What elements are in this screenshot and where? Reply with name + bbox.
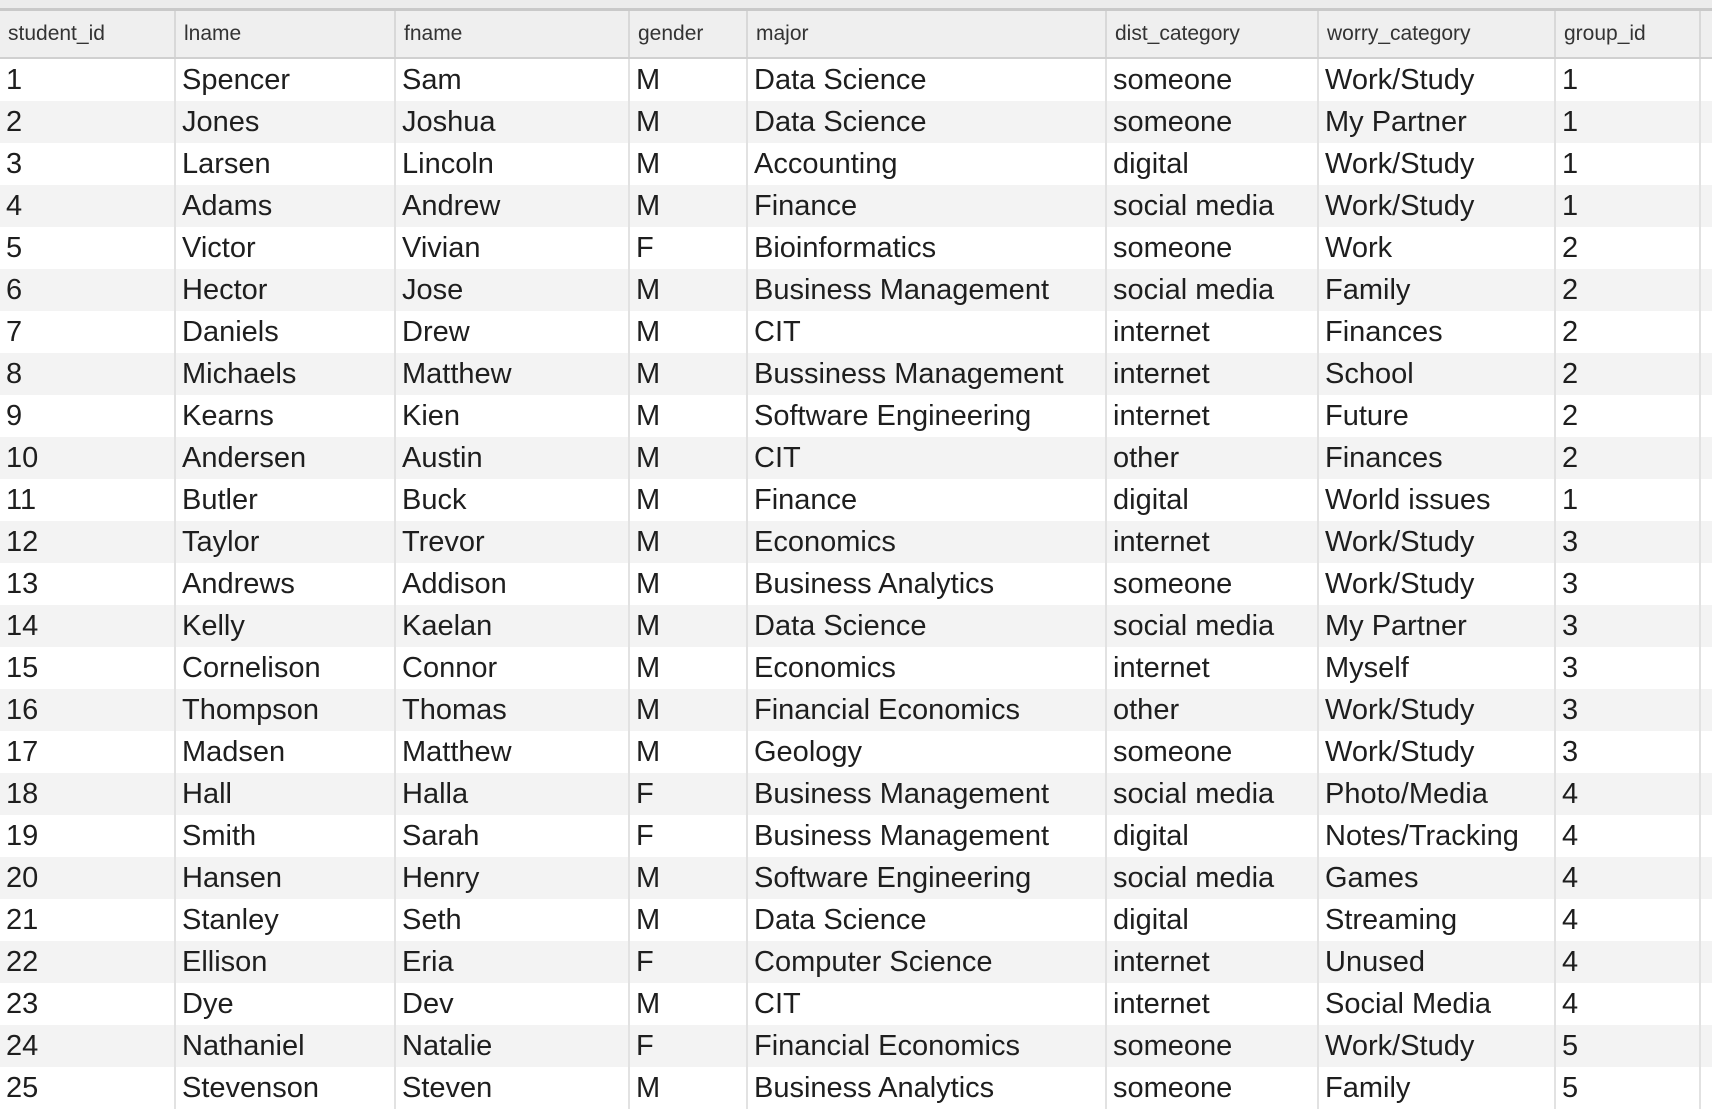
cell-filler [1700,58,1712,101]
cell-filler [1700,647,1712,689]
table-row[interactable] [0,773,1712,815]
cell-group-id[interactable]: 2 [1555,269,1700,311]
cell-student-id[interactable]: 11 [0,479,175,521]
cell-filler [1700,479,1712,521]
table-row[interactable] [0,353,1712,395]
cell-fname[interactable]: Henry [395,857,629,899]
cell-dist-category[interactable]: digital [1106,815,1318,857]
table-row[interactable] [0,143,1712,185]
cell-fname[interactable]: Matthew [395,731,629,773]
cell-student-id[interactable]: 4 [0,185,175,227]
cell-lname[interactable]: Smith [175,815,395,857]
cell-student-id[interactable]: 7 [0,311,175,353]
table-row[interactable] [0,311,1712,353]
cell-student-id[interactable]: 17 [0,731,175,773]
cell-gender[interactable]: M [629,101,747,143]
cell-major[interactable]: Economics [747,521,1106,563]
cell-worry-category[interactable]: Work/Study [1318,185,1555,227]
cell-major[interactable]: Data Science [747,605,1106,647]
cell-worry-category[interactable]: Work/Study [1318,58,1555,101]
table-row[interactable] [0,395,1712,437]
cell-major[interactable]: Data Science [747,101,1106,143]
cell-filler [1700,815,1712,857]
table-row[interactable] [0,58,1712,101]
cell-group-id[interactable]: 1 [1555,479,1700,521]
cell-fname[interactable]: Austin [395,437,629,479]
cell-group-id[interactable]: 3 [1555,605,1700,647]
cell-gender[interactable]: M [629,731,747,773]
cell-filler [1700,941,1712,983]
cell-major[interactable]: Financial Economics [747,689,1106,731]
header-row [0,11,1712,58]
cell-student-id[interactable]: 25 [0,1067,175,1109]
cell-gender[interactable]: M [629,58,747,101]
cell-dist-category[interactable]: internet [1106,983,1318,1025]
cell-student-id[interactable]: 21 [0,899,175,941]
cell-worry-category[interactable]: Photo/Media [1318,773,1555,815]
cell-worry-category[interactable]: Future [1318,395,1555,437]
cell-gender[interactable]: M [629,563,747,605]
cell-fname[interactable]: Drew [395,311,629,353]
cell-filler [1700,353,1712,395]
cell-student-id[interactable]: 23 [0,983,175,1025]
cell-worry-category[interactable]: World issues [1318,479,1555,521]
cell-worry-category[interactable]: Family [1318,269,1555,311]
cell-lname[interactable]: Hansen [175,857,395,899]
cell-lname[interactable]: Stanley [175,899,395,941]
cell-lname[interactable]: Dye [175,983,395,1025]
cell-worry-category[interactable]: Notes/Tracking [1318,815,1555,857]
cell-group-id[interactable]: 4 [1555,983,1700,1025]
table-row[interactable] [0,227,1712,269]
cell-gender[interactable]: F [629,773,747,815]
cell-student-id[interactable]: 1 [0,58,175,101]
cell-gender[interactable]: M [629,605,747,647]
cell-lname[interactable]: Madsen [175,731,395,773]
cell-dist-category[interactable]: digital [1106,899,1318,941]
cell-worry-category[interactable]: Unused [1318,941,1555,983]
cell-major[interactable]: Economics [747,647,1106,689]
cell-lname[interactable]: Hector [175,269,395,311]
cell-lname[interactable]: Stevenson [175,1067,395,1109]
cell-worry-category[interactable]: Finances [1318,437,1555,479]
cell-gender[interactable]: M [629,353,747,395]
cell-gender[interactable]: M [629,1067,747,1109]
cell-gender[interactable]: F [629,815,747,857]
cell-gender[interactable]: M [629,689,747,731]
cell-dist-category[interactable]: internet [1106,353,1318,395]
cell-fname[interactable]: Buck [395,479,629,521]
cell-dist-category[interactable]: digital [1106,479,1318,521]
table-row[interactable] [0,101,1712,143]
table-row[interactable] [0,941,1712,983]
cell-student-id[interactable]: 14 [0,605,175,647]
cell-student-id[interactable]: 18 [0,773,175,815]
table-row[interactable] [0,689,1712,731]
cell-group-id[interactable]: 4 [1555,857,1700,899]
cell-worry-category[interactable]: Work/Study [1318,143,1555,185]
cell-filler [1700,521,1712,563]
cell-lname[interactable]: Victor [175,227,395,269]
cell-gender[interactable]: F [629,227,747,269]
cell-dist-category[interactable]: someone [1106,101,1318,143]
cell-dist-category[interactable]: someone [1106,563,1318,605]
cell-major[interactable]: Business Management [747,815,1106,857]
cell-dist-category[interactable]: digital [1106,143,1318,185]
cell-group-id[interactable]: 2 [1555,353,1700,395]
column-header-major[interactable]: major [747,11,1106,58]
column-header-filler [1700,11,1712,58]
cell-fname[interactable]: Thomas [395,689,629,731]
cell-gender[interactable]: M [629,311,747,353]
cell-lname[interactable]: Kearns [175,395,395,437]
column-header-lname[interactable]: lname [175,11,395,58]
cell-fname[interactable]: Matthew [395,353,629,395]
cell-worry-category[interactable]: Social Media [1318,983,1555,1025]
cell-student-id[interactable]: 13 [0,563,175,605]
cell-dist-category[interactable]: someone [1106,731,1318,773]
cell-student-id[interactable]: 5 [0,227,175,269]
cell-major[interactable]: Data Science [747,58,1106,101]
cell-gender[interactable]: F [629,1025,747,1067]
cell-filler [1700,101,1712,143]
cell-major[interactable]: CIT [747,983,1106,1025]
cell-major[interactable]: Business Analytics [747,563,1106,605]
cell-dist-category[interactable]: internet [1106,521,1318,563]
column-header-worry-category[interactable]: worry_category [1318,11,1555,58]
cell-dist-category[interactable]: internet [1106,311,1318,353]
cell-filler [1700,437,1712,479]
cell-fname[interactable]: Sam [395,58,629,101]
cell-dist-category[interactable]: other [1106,437,1318,479]
table-row[interactable] [0,521,1712,563]
table-row[interactable] [0,605,1712,647]
cell-fname[interactable]: Connor [395,647,629,689]
cell-gender[interactable]: M [629,269,747,311]
cell-major[interactable]: Finance [747,479,1106,521]
table-row[interactable] [0,1025,1712,1067]
cell-worry-category[interactable]: Work/Study [1318,689,1555,731]
column-header-dist-category[interactable]: dist_category [1106,11,1318,58]
column-header-fname[interactable]: fname [395,11,629,58]
cell-group-id[interactable]: 1 [1555,185,1700,227]
cell-dist-category[interactable]: someone [1106,227,1318,269]
cell-filler [1700,731,1712,773]
table-row[interactable] [0,815,1712,857]
cell-major[interactable]: Bioinformatics [747,227,1106,269]
table-row[interactable] [0,563,1712,605]
cell-major[interactable]: CIT [747,311,1106,353]
cell-dist-category[interactable]: other [1106,689,1318,731]
cell-group-id[interactable]: 2 [1555,311,1700,353]
cell-lname[interactable]: Hall [175,773,395,815]
cell-fname[interactable]: Steven [395,1067,629,1109]
cell-dist-category[interactable]: social media [1106,857,1318,899]
cell-major[interactable]: Business Management [747,773,1106,815]
cell-worry-category[interactable]: Games [1318,857,1555,899]
cell-gender[interactable]: M [629,899,747,941]
cell-major[interactable]: Business Analytics [747,1067,1106,1109]
cell-major[interactable]: Data Science [747,899,1106,941]
cell-group-id[interactable]: 5 [1555,1025,1700,1067]
cell-student-id[interactable]: 6 [0,269,175,311]
cell-filler [1700,311,1712,353]
results-grid [0,11,1712,1109]
cell-group-id[interactable]: 3 [1555,521,1700,563]
cell-student-id[interactable]: 20 [0,857,175,899]
cell-gender[interactable]: M [629,857,747,899]
cell-group-id[interactable]: 5 [1555,1067,1700,1109]
cell-worry-category[interactable]: Streaming [1318,899,1555,941]
cell-student-id[interactable]: 3 [0,143,175,185]
cell-fname[interactable]: Jose [395,269,629,311]
cell-worry-category[interactable]: School [1318,353,1555,395]
cell-fname[interactable]: Joshua [395,101,629,143]
cell-group-id[interactable]: 3 [1555,689,1700,731]
cell-student-id[interactable]: 8 [0,353,175,395]
cell-major[interactable]: Finance [747,185,1106,227]
cell-fname[interactable]: Vivian [395,227,629,269]
cell-lname[interactable]: Adams [175,185,395,227]
cell-gender[interactable]: M [629,479,747,521]
table-row[interactable] [0,437,1712,479]
table-row[interactable] [0,983,1712,1025]
cell-lname[interactable]: Thompson [175,689,395,731]
cell-worry-category[interactable]: My Partner [1318,605,1555,647]
cell-dist-category[interactable]: someone [1106,1067,1318,1109]
cell-filler [1700,983,1712,1025]
cell-dist-category[interactable]: someone [1106,58,1318,101]
cell-group-id[interactable]: 4 [1555,815,1700,857]
cell-major[interactable]: Software Engineering [747,857,1106,899]
table-row[interactable] [0,899,1712,941]
cell-lname[interactable]: Kelly [175,605,395,647]
cell-dist-category[interactable]: internet [1106,941,1318,983]
cell-lname[interactable]: Larsen [175,143,395,185]
cell-dist-category[interactable]: social media [1106,185,1318,227]
cell-dist-category[interactable]: internet [1106,647,1318,689]
table-row[interactable] [0,269,1712,311]
cell-dist-category[interactable]: someone [1106,1025,1318,1067]
cell-student-id[interactable]: 24 [0,1025,175,1067]
cell-fname[interactable]: Natalie [395,1025,629,1067]
cell-lname[interactable]: Jones [175,101,395,143]
cell-filler [1700,563,1712,605]
cell-fname[interactable]: Kien [395,395,629,437]
cell-worry-category[interactable]: Work/Study [1318,521,1555,563]
column-header-gender[interactable]: gender [629,11,747,58]
grid-body [0,58,1712,1109]
cell-major[interactable]: CIT [747,437,1106,479]
cell-gender[interactable]: M [629,185,747,227]
cell-group-id[interactable]: 2 [1555,395,1700,437]
cell-worry-category[interactable]: Work/Study [1318,1025,1555,1067]
cell-student-id[interactable]: 16 [0,689,175,731]
cell-student-id[interactable]: 2 [0,101,175,143]
cell-fname[interactable]: Dev [395,983,629,1025]
table-row[interactable] [0,479,1712,521]
table-row[interactable] [0,1067,1712,1109]
cell-group-id[interactable]: 3 [1555,731,1700,773]
cell-dist-category[interactable]: social media [1106,773,1318,815]
cell-filler [1700,605,1712,647]
cell-lname[interactable]: Nathaniel [175,1025,395,1067]
cell-gender[interactable]: M [629,395,747,437]
cell-lname[interactable]: Butler [175,479,395,521]
cell-filler [1700,227,1712,269]
column-header-student-id[interactable]: student_id [0,11,175,58]
cell-lname[interactable]: Daniels [175,311,395,353]
cell-student-id[interactable]: 15 [0,647,175,689]
cell-group-id[interactable]: 3 [1555,563,1700,605]
toolbar-edge [0,0,1712,11]
cell-fname[interactable]: Addison [395,563,629,605]
cell-fname[interactable]: Trevor [395,521,629,563]
cell-student-id[interactable]: 12 [0,521,175,563]
cell-fname[interactable]: Kaelan [395,605,629,647]
cell-dist-category[interactable]: internet [1106,395,1318,437]
cell-filler [1700,143,1712,185]
cell-filler [1700,185,1712,227]
cell-student-id[interactable]: 9 [0,395,175,437]
cell-student-id[interactable]: 19 [0,815,175,857]
cell-group-id[interactable]: 1 [1555,101,1700,143]
cell-gender[interactable]: M [629,647,747,689]
cell-filler [1700,269,1712,311]
cell-dist-category[interactable]: social media [1106,605,1318,647]
cell-worry-category[interactable]: Finances [1318,311,1555,353]
cell-fname[interactable]: Eria [395,941,629,983]
cell-group-id[interactable]: 3 [1555,647,1700,689]
cell-major[interactable]: Software Engineering [747,395,1106,437]
cell-worry-category[interactable]: Work/Study [1318,563,1555,605]
cell-filler [1700,395,1712,437]
column-header-group-id[interactable]: group_id [1555,11,1700,58]
cell-major[interactable]: Business Management [747,269,1106,311]
table-row[interactable] [0,731,1712,773]
cell-group-id[interactable]: 2 [1555,227,1700,269]
cell-group-id[interactable]: 2 [1555,437,1700,479]
cell-major[interactable]: Computer Science [747,941,1106,983]
table-row[interactable] [0,647,1712,689]
table-row[interactable] [0,857,1712,899]
cell-fname[interactable]: Lincoln [395,143,629,185]
cell-student-id[interactable]: 22 [0,941,175,983]
cell-lname[interactable]: Cornelison [175,647,395,689]
cell-major[interactable]: Accounting [747,143,1106,185]
cell-major[interactable]: Geology [747,731,1106,773]
cell-lname[interactable]: Ellison [175,941,395,983]
cell-filler [1700,1067,1712,1109]
cell-lname[interactable]: Spencer [175,58,395,101]
cell-fname[interactable]: Andrew [395,185,629,227]
cell-group-id[interactable]: 1 [1555,143,1700,185]
cell-lname[interactable]: Andrews [175,563,395,605]
cell-student-id[interactable]: 10 [0,437,175,479]
cell-fname[interactable]: Sarah [395,815,629,857]
cell-worry-category[interactable]: Family [1318,1067,1555,1109]
cell-gender[interactable]: M [629,983,747,1025]
cell-filler [1700,773,1712,815]
cell-group-id[interactable]: 1 [1555,58,1700,101]
cell-gender[interactable]: M [629,143,747,185]
cell-major[interactable]: Financial Economics [747,1025,1106,1067]
cell-worry-category[interactable]: Work [1318,227,1555,269]
cell-filler [1700,1025,1712,1067]
cell-group-id[interactable]: 4 [1555,899,1700,941]
cell-fname[interactable]: Seth [395,899,629,941]
cell-worry-category[interactable]: Myself [1318,647,1555,689]
cell-filler [1700,689,1712,731]
cell-filler [1700,857,1712,899]
cell-dist-category[interactable]: social media [1106,269,1318,311]
cell-major[interactable]: Bussiness Management [747,353,1106,395]
cell-fname[interactable]: Halla [395,773,629,815]
cell-gender[interactable]: M [629,521,747,563]
cell-lname[interactable]: Andersen [175,437,395,479]
cell-worry-category[interactable]: Work/Study [1318,731,1555,773]
cell-gender[interactable]: F [629,941,747,983]
cell-filler [1700,899,1712,941]
cell-worry-category[interactable]: My Partner [1318,101,1555,143]
cell-group-id[interactable]: 4 [1555,773,1700,815]
cell-group-id[interactable]: 4 [1555,941,1700,983]
cell-lname[interactable]: Taylor [175,521,395,563]
cell-lname[interactable]: Michaels [175,353,395,395]
cell-gender[interactable]: M [629,437,747,479]
table-row[interactable] [0,185,1712,227]
